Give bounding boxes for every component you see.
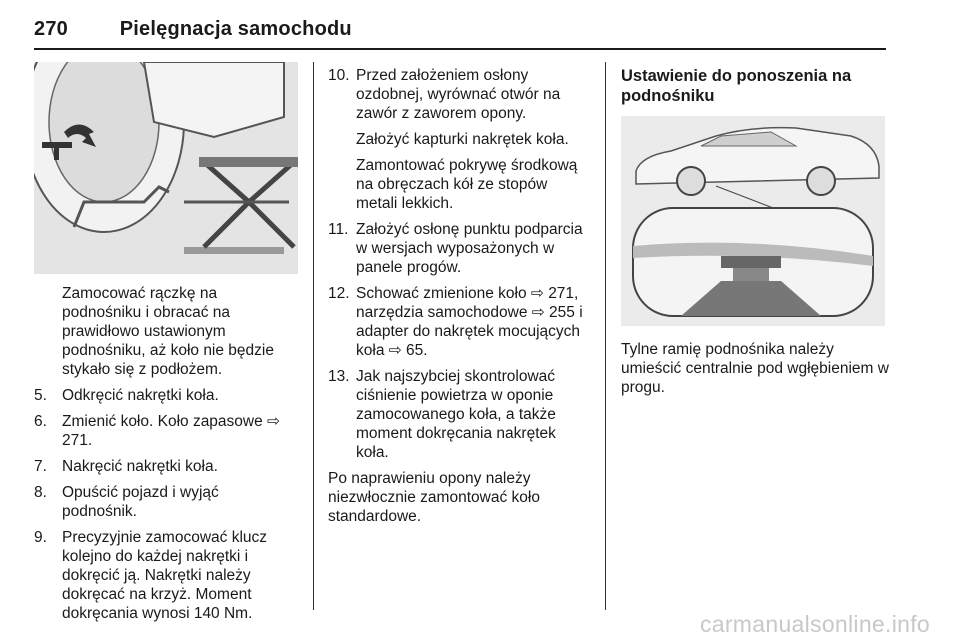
step-text: Opuścić pojazd i wyjąć podnośnik. — [62, 484, 219, 520]
step-text: Założyć kapturki nakrętek koła. — [356, 131, 569, 148]
column-3-text — [621, 340, 891, 397]
list-item — [328, 367, 590, 462]
jack-figure — [34, 62, 298, 274]
list-item — [34, 412, 294, 450]
step-number: 9. — [34, 529, 47, 546]
list-item — [328, 220, 590, 277]
step-number: 10. — [328, 67, 350, 84]
list-item — [34, 386, 294, 405]
column-1 — [34, 284, 294, 630]
watermark: carmanualsonline.info — [699, 611, 930, 637]
page-title: Pielęgnacja samochodu — [119, 18, 352, 40]
column-divider — [313, 62, 314, 610]
jack-point-figure — [621, 116, 885, 326]
step-number: 7. — [34, 458, 47, 475]
column-2 — [328, 66, 590, 533]
step-number: 13. — [328, 368, 350, 385]
page-header — [34, 18, 352, 41]
header-rule — [34, 48, 886, 50]
car-jack-point-illustration — [621, 116, 885, 326]
step-number: 8. — [34, 484, 47, 501]
step-text: Nakręcić nakrętki koła. — [62, 458, 218, 475]
closing-paragraph: Po naprawieniu opony należy niezwłocznie zamontować koło standardowe. — [328, 470, 540, 525]
section-heading: Ustawienie do ponoszenia na podnośniku — [621, 67, 852, 105]
step-text: Precyzyjnie zamocować klucz kolejno do każdej nakrętki i dokręcić ją. Nakrętki należy dokręcać na krzyż. Moment dokręcania wynosi 140 Nm. — [62, 529, 268, 622]
list-item — [328, 284, 590, 360]
step-text: Przed założeniem osłony ozdobnej, wyrównać otwór na zawór z zaworem opony. — [356, 67, 561, 122]
list-item — [34, 483, 294, 521]
step-text: Zmienić koło. Koło zapasowe ⇨ 271. — [62, 413, 281, 449]
page-number: 270 — [34, 18, 68, 40]
list-item — [34, 457, 294, 476]
step-number: 5. — [34, 387, 47, 404]
column-divider — [605, 62, 606, 610]
step-text: Zamontować pokrywę środkową na obręczach kół ze stopów metali lekkich. — [356, 157, 578, 212]
intro-paragraph: Zamocować rączkę na podnośniku i obracać na prawidłowo ustawionym podnośniku, aż koło nie będzie stykało się z podłożem. — [62, 285, 274, 378]
step-text: Schować zmienione koło ⇨ 271, narzędzia samochodowe ⇨ 255 i adapter do nakrętek mocujących koła ⇨ 65. — [356, 285, 583, 359]
car-jack-wheel-illustration — [34, 62, 298, 274]
list-item — [328, 66, 590, 213]
jack-instruction: Tylne ramię podnośnika należy umieścić centralnie pod wgłębieniem w progu. — [621, 341, 889, 396]
list-item — [34, 528, 294, 623]
column-3 — [621, 66, 887, 106]
step-text: Założyć osłonę punktu podparcia w wersjach wyposażonych w panele progów. — [356, 221, 583, 276]
step-text: Odkręcić nakrętki koła. — [62, 387, 219, 404]
step-text: Jak najszybciej skontrolować ciśnienie powietrza w oponie zamocowanego koła, a także moment dokręcania nakrętek koła. — [356, 368, 556, 461]
step-number: 6. — [34, 413, 47, 430]
step-number: 11. — [328, 221, 349, 238]
step-number: 12. — [328, 285, 350, 302]
